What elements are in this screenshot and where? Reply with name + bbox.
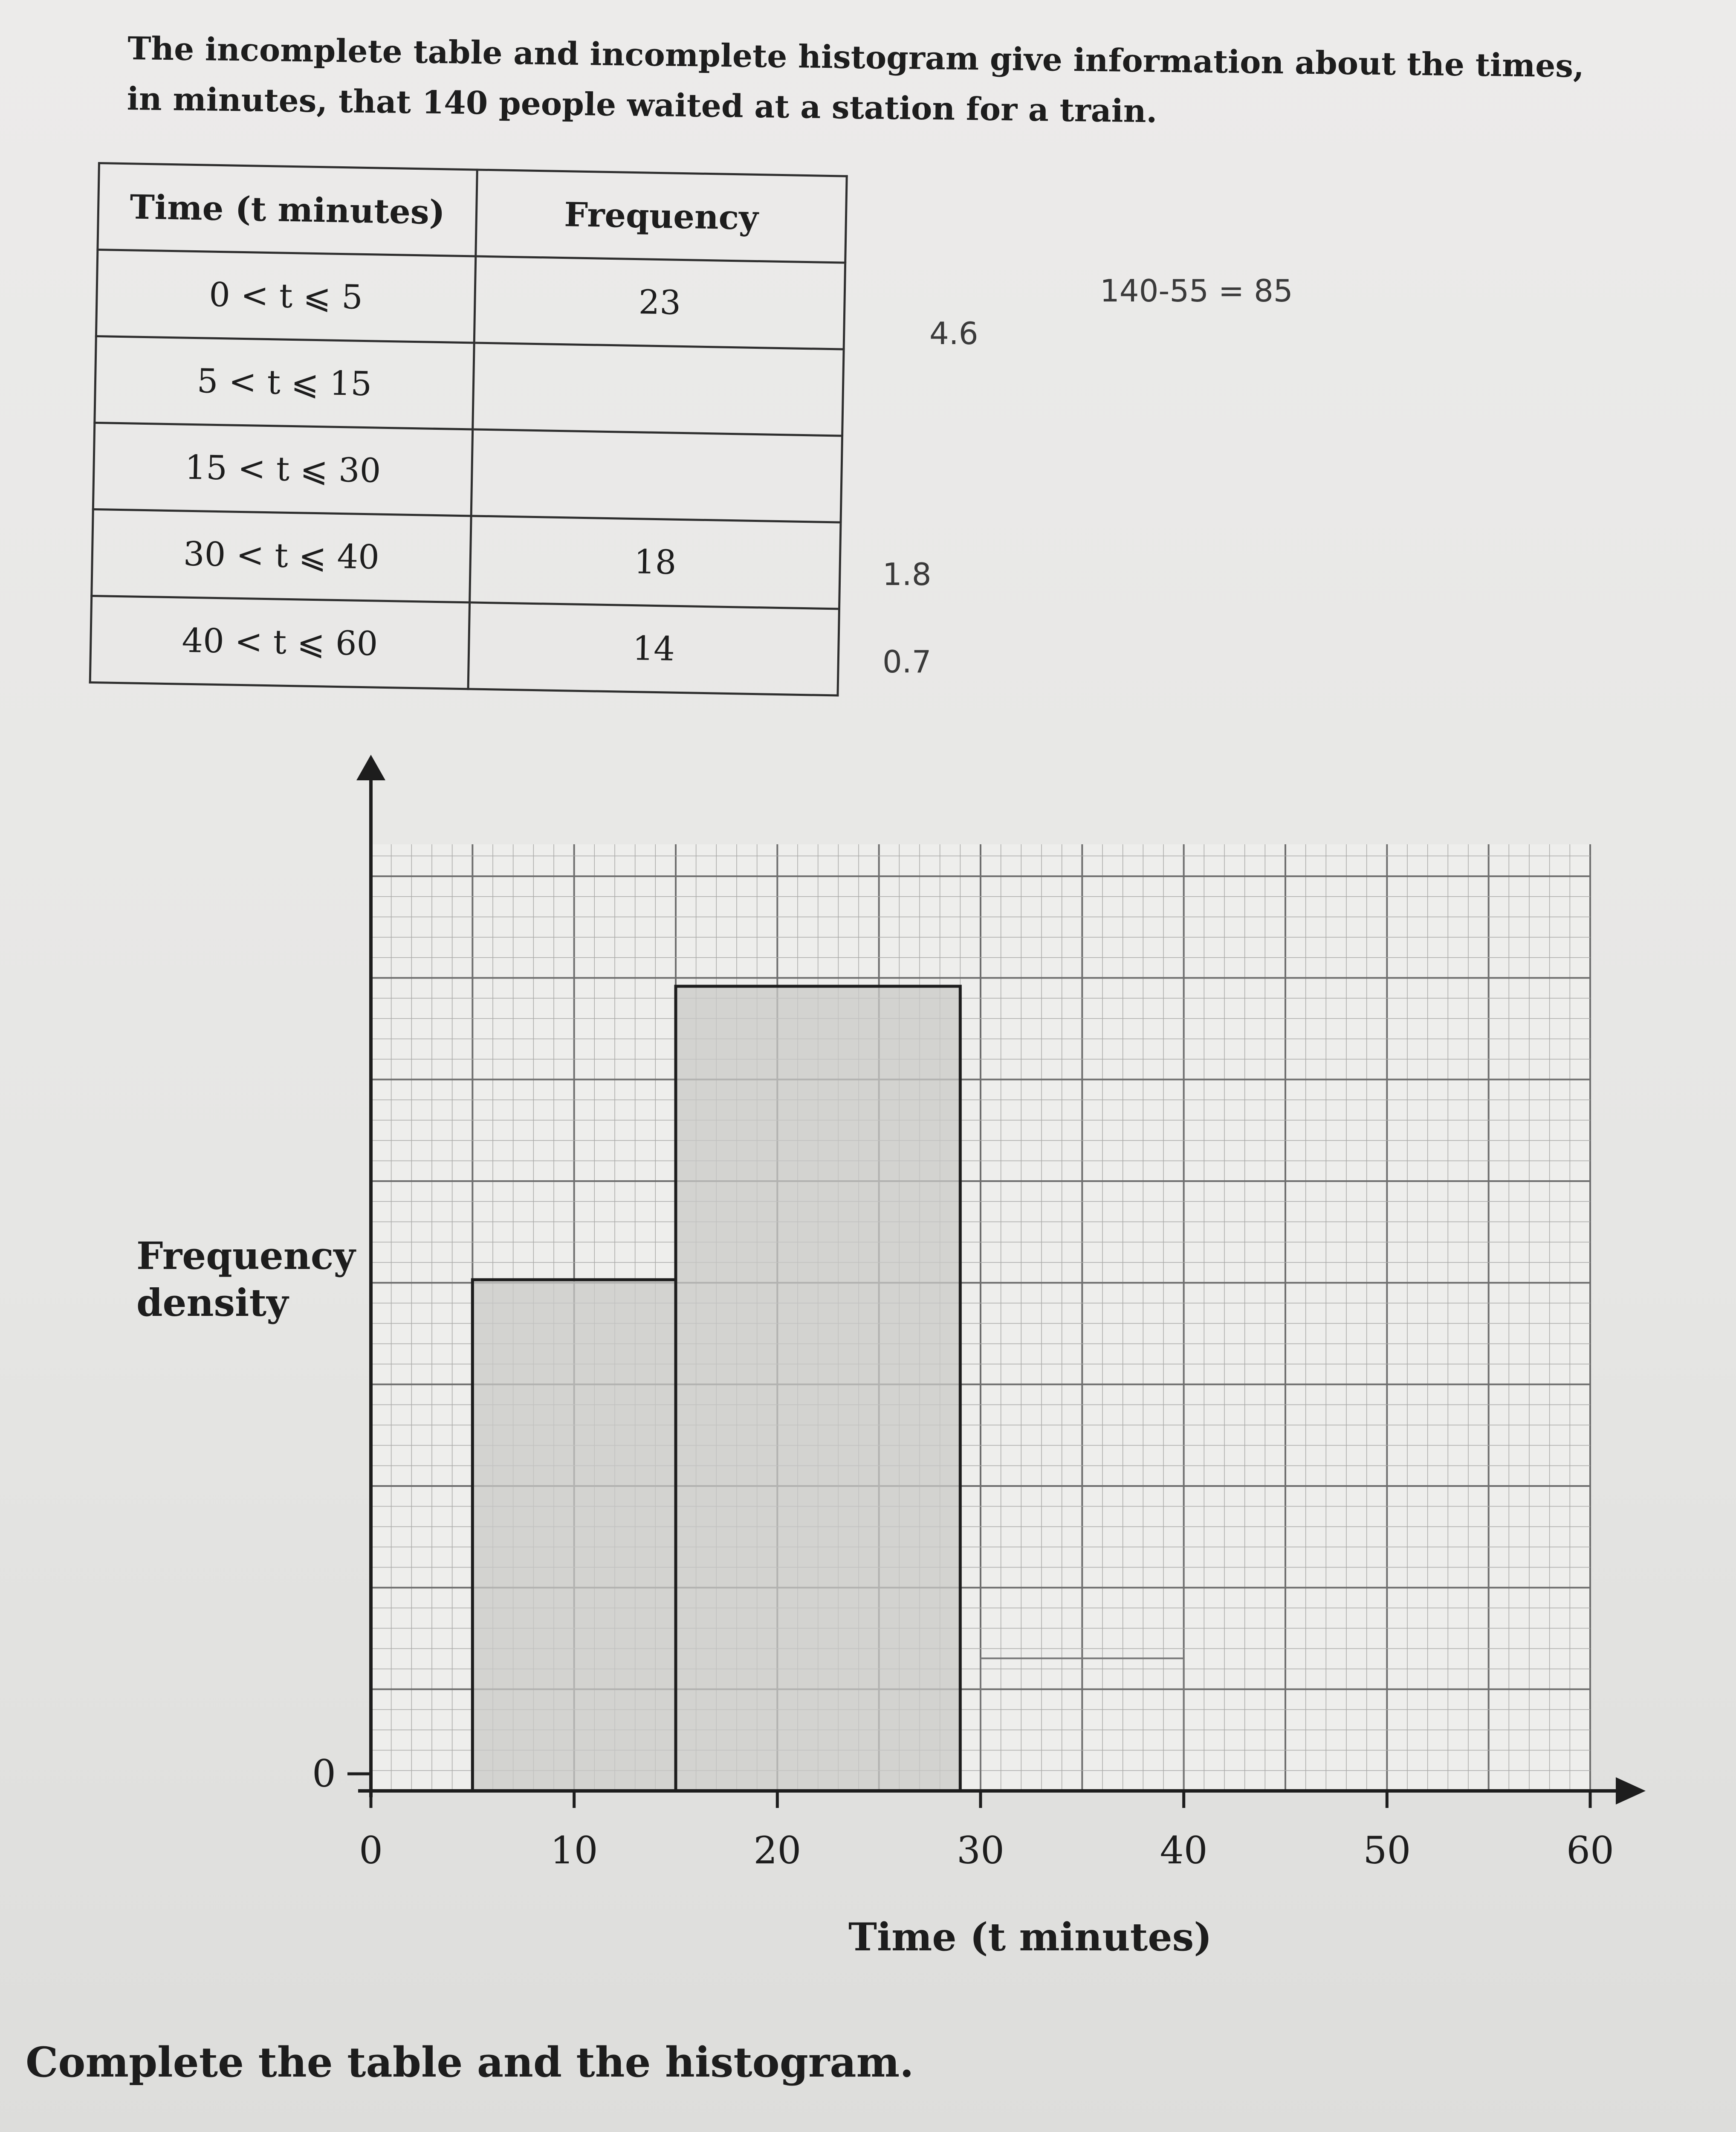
x-tick-label: 30 xyxy=(957,1828,1004,1872)
x-tick-label: 40 xyxy=(1160,1828,1208,1872)
handwritten-fd-row5: 0.7 xyxy=(882,644,932,680)
y-axis-label: Frequency density xyxy=(136,1234,356,1325)
handwritten-working: 140-55 = 85 xyxy=(1100,273,1293,309)
question-line-2: in minutes, that 140 people waited at a station for a train. xyxy=(127,80,1157,130)
x-tick-label: 20 xyxy=(753,1828,801,1872)
y-axis-arrow xyxy=(356,755,385,780)
y-tick-label: 0 xyxy=(312,1752,336,1796)
frequency-cell[interactable]: 14 xyxy=(468,603,839,695)
time-cell: 0 < t ⩽ 5 xyxy=(96,250,475,343)
time-column-header: Time (t minutes) xyxy=(98,163,477,256)
handwritten-fd-row1: 4.6 xyxy=(929,316,978,351)
time-cell: 5 < t ⩽ 15 xyxy=(95,336,474,429)
time-cell: 15 < t ⩽ 30 xyxy=(93,423,472,516)
x-tick-label: 0 xyxy=(359,1828,383,1872)
histogram-bar-2 xyxy=(676,986,960,1791)
question-line-1: The incomplete table and incomplete histogram give information about the times, xyxy=(127,30,1585,85)
handwritten-fd-row4: 1.8 xyxy=(882,556,932,592)
x-tick-label: 60 xyxy=(1566,1828,1614,1872)
frequency-column-header: Frequency xyxy=(476,170,847,263)
x-axis-label: Time (t minutes) xyxy=(848,1915,1212,1960)
frequency-cell[interactable]: 23 xyxy=(474,256,845,349)
x-tick-label: 50 xyxy=(1363,1828,1411,1872)
instruction-text: Complete the table and the histogram. xyxy=(26,2038,914,2086)
time-cell: 30 < t ⩽ 40 xyxy=(92,509,471,602)
x-tick-label: 10 xyxy=(550,1828,598,1872)
time-cell: 40 < t ⩽ 60 xyxy=(90,596,469,689)
x-axis-arrow xyxy=(1616,1777,1646,1805)
frequency-cell[interactable]: 18 xyxy=(470,516,841,609)
histogram-bar-1 xyxy=(472,1280,676,1791)
